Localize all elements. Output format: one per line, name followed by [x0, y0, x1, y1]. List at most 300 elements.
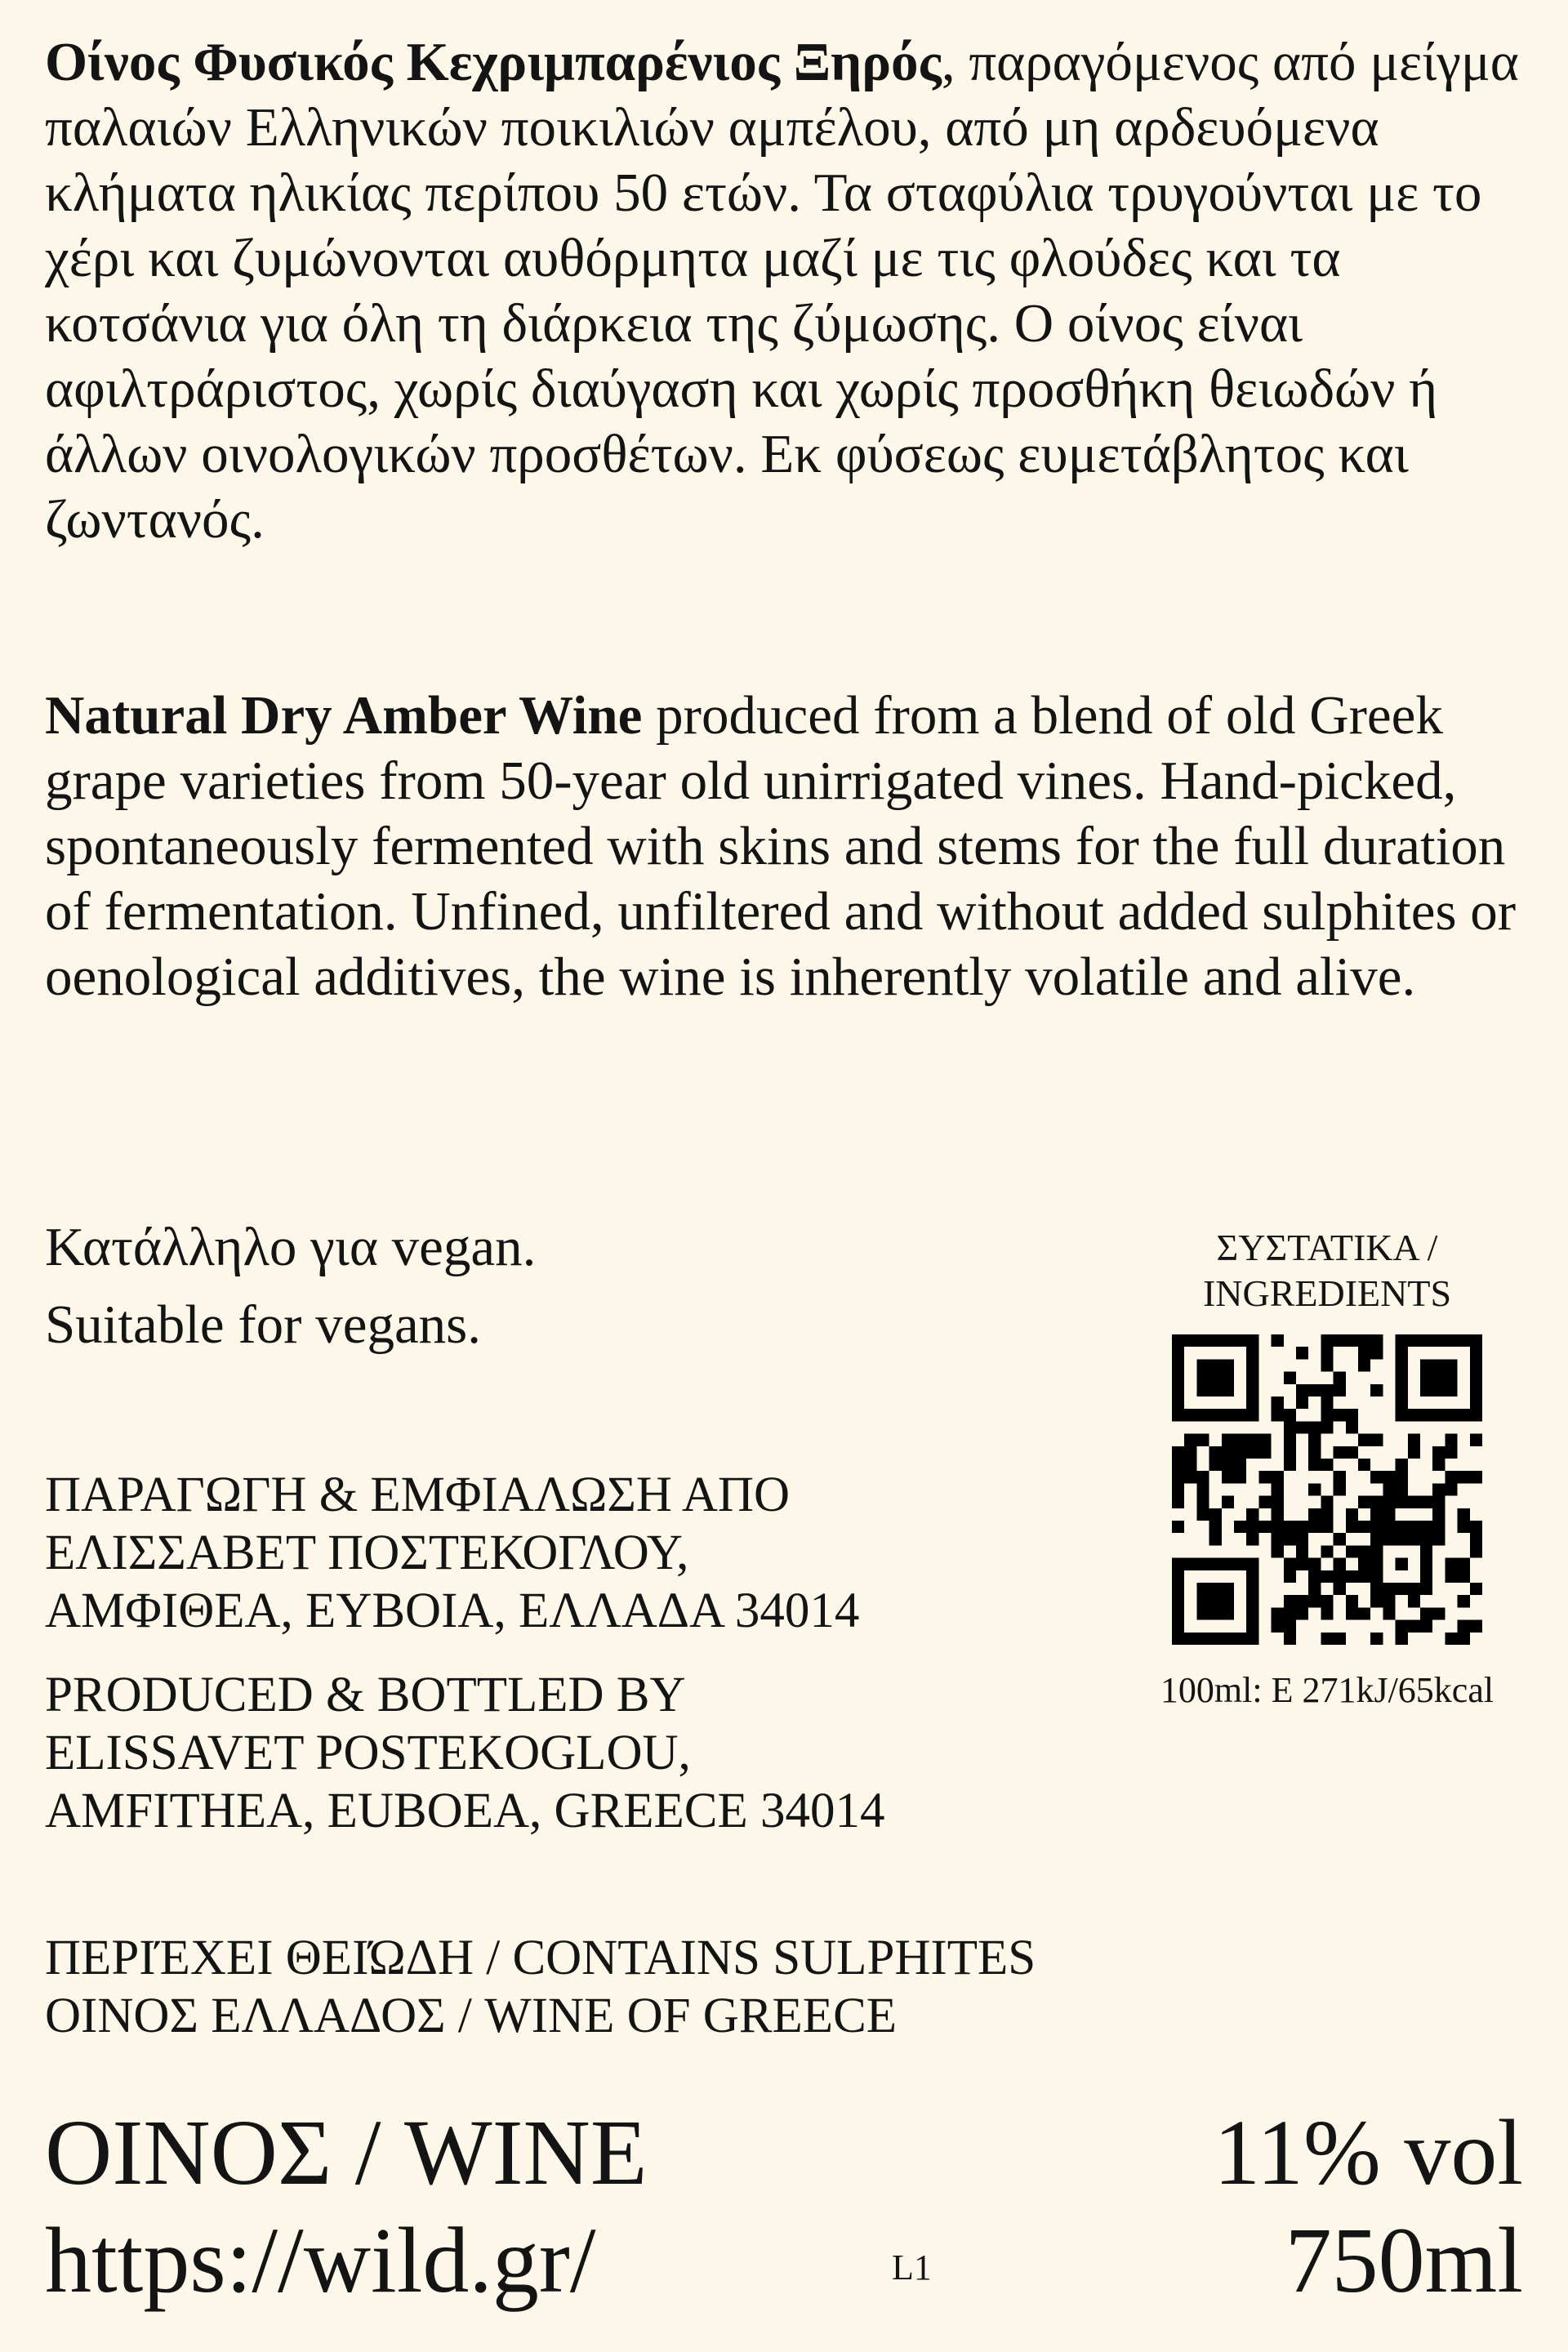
qr-module	[1272, 1496, 1284, 1508]
qr-module	[1196, 1471, 1209, 1483]
qr-module	[1321, 1508, 1333, 1521]
greek-wine-name: Οίνος Φυσικός Κεχριμπαρένιος Ξηρός	[45, 32, 942, 92]
producer-greek-line: ΕΛΙΣΣΑΒΕΤ ΠΟΣΤΕΚΟΓΛΟΥ,	[45, 1526, 689, 1580]
qr-module	[1272, 1521, 1284, 1533]
qr-module	[1432, 1459, 1445, 1471]
qr-module	[1470, 1384, 1482, 1396]
qr-module	[1383, 1471, 1395, 1483]
qr-module	[1258, 1446, 1271, 1459]
qr-module	[1445, 1359, 1457, 1371]
qr-module	[1222, 1459, 1234, 1471]
qr-module	[1396, 1633, 1408, 1645]
qr-module	[1272, 1409, 1284, 1421]
qr-module	[1246, 1583, 1258, 1595]
qr-module	[1172, 1570, 1184, 1583]
qr-module	[1334, 1446, 1346, 1459]
qr-code[interactable]	[1172, 1334, 1482, 1645]
qr-module	[1209, 1607, 1222, 1619]
qr-module	[1209, 1508, 1222, 1521]
qr-module	[1458, 1595, 1470, 1607]
qr-module	[1222, 1471, 1234, 1483]
qr-module	[1383, 1595, 1395, 1607]
qr-module	[1383, 1521, 1395, 1533]
qr-module	[1184, 1434, 1196, 1446]
qr-module	[1470, 1533, 1482, 1545]
qr-module	[1420, 1583, 1432, 1595]
alcohol-volume: 11% vol	[1214, 2100, 1523, 2204]
qr-module	[1470, 1620, 1482, 1633]
qr-module	[1222, 1359, 1234, 1371]
qr-module	[1370, 1583, 1383, 1595]
qr-module	[1196, 1508, 1209, 1521]
qr-module	[1321, 1570, 1333, 1583]
qr-module	[1321, 1633, 1333, 1645]
greek-description	[45, 29, 1539, 552]
qr-module	[1370, 1496, 1383, 1508]
qr-module	[1308, 1583, 1321, 1595]
qr-module	[1358, 1521, 1370, 1533]
qr-module	[1470, 1434, 1482, 1446]
qr-module	[1346, 1446, 1358, 1459]
qr-module	[1358, 1607, 1370, 1619]
qr-module	[1222, 1595, 1234, 1607]
qr-module	[1420, 1620, 1432, 1633]
qr-module	[1196, 1372, 1209, 1384]
qr-module	[1445, 1633, 1457, 1645]
qr-module	[1370, 1384, 1383, 1396]
qr-module	[1334, 1583, 1346, 1595]
qr-module	[1321, 1334, 1333, 1347]
qr-module	[1172, 1483, 1184, 1495]
producer-greek	[45, 1466, 859, 1640]
qr-module	[1396, 1533, 1408, 1545]
qr-module	[1308, 1483, 1321, 1495]
qr-module	[1284, 1533, 1296, 1545]
qr-module	[1458, 1471, 1470, 1483]
qr-module	[1432, 1521, 1445, 1533]
producer-english-line: AMFITHEA, EUBOEA, GREECE 34014	[45, 1784, 885, 1838]
qr-module	[1358, 1347, 1370, 1359]
qr-module	[1296, 1558, 1308, 1570]
qr-module	[1209, 1409, 1222, 1421]
qr-module	[1334, 1372, 1346, 1384]
qr-module	[1308, 1508, 1321, 1521]
qr-module	[1296, 1545, 1308, 1557]
qr-caption-english: INGREDIENTS	[1202, 1272, 1452, 1314]
qr-module	[1383, 1508, 1395, 1521]
vegan-greek: Κατάλληλο για vegan.	[45, 1217, 537, 1277]
qr-module	[1358, 1558, 1370, 1570]
qr-module	[1383, 1583, 1395, 1595]
qr-module	[1258, 1434, 1271, 1446]
english-description	[45, 683, 1539, 1009]
qr-module	[1234, 1409, 1246, 1421]
qr-module	[1196, 1334, 1209, 1347]
qr-module	[1172, 1471, 1184, 1483]
qr-module	[1296, 1595, 1308, 1607]
qr-module	[1346, 1545, 1358, 1557]
qr-module	[1420, 1384, 1432, 1396]
qr-module	[1470, 1521, 1482, 1533]
english-description-text: produced from a blend of old Greek grape varieties from 50-year old unirrigated vines. Hand-picked, spontaneously fermented with skins and stems for the full duration of fermentation. Unfined, unfiltered and without added sulphites or oenological additives, the wine is inherently volatile and alive.	[45, 685, 1517, 1007]
qr-module	[1445, 1446, 1457, 1459]
qr-module	[1346, 1409, 1358, 1421]
qr-module	[1445, 1434, 1457, 1446]
qr-module	[1334, 1409, 1346, 1421]
qr-module	[1358, 1334, 1370, 1347]
qr-module	[1370, 1558, 1383, 1570]
qr-module	[1172, 1521, 1184, 1533]
allergen-statement	[45, 1929, 1036, 2045]
qr-module	[1370, 1508, 1383, 1521]
qr-module	[1196, 1409, 1209, 1421]
qr-module	[1246, 1620, 1258, 1633]
qr-module	[1246, 1347, 1258, 1359]
qr-module	[1234, 1446, 1246, 1459]
qr-module	[1246, 1570, 1258, 1583]
qr-module	[1246, 1434, 1258, 1446]
qr-module	[1246, 1533, 1258, 1545]
qr-module	[1346, 1570, 1358, 1583]
qr-module	[1234, 1633, 1246, 1645]
qr-module	[1470, 1409, 1482, 1421]
qr-module	[1284, 1421, 1296, 1433]
qr-module	[1308, 1446, 1321, 1459]
qr-module	[1432, 1409, 1445, 1421]
qr-module	[1172, 1459, 1184, 1471]
qr-module	[1396, 1347, 1408, 1359]
qr-module	[1246, 1334, 1258, 1347]
qr-module	[1172, 1372, 1184, 1384]
qr-module	[1272, 1483, 1284, 1495]
qr-module	[1470, 1583, 1482, 1595]
qr-module	[1458, 1633, 1470, 1645]
energy-value: 100ml: E 271kJ/65kcal	[1160, 1670, 1494, 1710]
qr-module	[1296, 1521, 1308, 1533]
contains-sulphites: ΠΕΡΙΈΧΕΙ ΘΕΙΏΔΗ / CONTAINS SULPHITES	[45, 1931, 1036, 1985]
qr-module	[1272, 1620, 1284, 1633]
qr-module	[1420, 1533, 1432, 1545]
qr-module	[1209, 1446, 1222, 1459]
qr-module	[1408, 1533, 1420, 1545]
qr-module	[1383, 1533, 1395, 1545]
qr-module	[1370, 1471, 1383, 1483]
qr-module	[1334, 1483, 1346, 1495]
qr-module	[1196, 1633, 1209, 1645]
qr-module	[1370, 1570, 1383, 1583]
qr-module	[1184, 1446, 1196, 1459]
qr-module	[1445, 1471, 1457, 1483]
qr-module	[1470, 1471, 1482, 1483]
website-link[interactable]: https://wild.gr/	[45, 2208, 596, 2312]
qr-module	[1396, 1620, 1408, 1633]
producer-greek-line: ΑΜΦΙΘΕΑ, ΕΥΒΟΙΑ, ΕΛΛΑΔΑ 34014	[45, 1584, 860, 1638]
qr-module	[1222, 1633, 1234, 1645]
qr-module	[1196, 1583, 1209, 1595]
qr-module	[1234, 1471, 1246, 1483]
qr-module	[1222, 1434, 1234, 1446]
qr-module	[1184, 1334, 1196, 1347]
qr-module	[1420, 1409, 1432, 1421]
qr-module	[1172, 1496, 1184, 1508]
qr-module	[1358, 1359, 1370, 1371]
qr-module	[1470, 1347, 1482, 1359]
qr-module	[1370, 1347, 1383, 1359]
qr-module	[1284, 1459, 1296, 1471]
qr-module	[1346, 1421, 1358, 1433]
qr-module	[1284, 1446, 1296, 1459]
qr-caption	[1098, 1225, 1556, 1316]
qr-module	[1209, 1359, 1222, 1371]
qr-module	[1246, 1508, 1258, 1521]
qr-module	[1334, 1384, 1346, 1396]
qr-module	[1172, 1595, 1184, 1607]
qr-module	[1234, 1459, 1246, 1471]
qr-module	[1445, 1483, 1457, 1495]
qr-module	[1284, 1409, 1296, 1421]
qr-module	[1370, 1434, 1383, 1446]
qr-module	[1396, 1384, 1408, 1396]
product-type: ΟΙΝΟΣ / WINE	[45, 2100, 648, 2204]
qr-module	[1246, 1558, 1258, 1570]
qr-module	[1172, 1396, 1184, 1409]
qr-module	[1420, 1521, 1432, 1533]
qr-module	[1234, 1434, 1246, 1446]
qr-module	[1209, 1595, 1222, 1607]
qr-module	[1284, 1434, 1296, 1446]
qr-module	[1172, 1334, 1184, 1347]
qr-module	[1321, 1396, 1333, 1409]
qr-module	[1396, 1459, 1408, 1471]
qr-module	[1321, 1384, 1333, 1396]
qr-module	[1296, 1607, 1308, 1619]
qr-module	[1321, 1496, 1333, 1508]
qr-module	[1445, 1334, 1457, 1347]
qr-module	[1396, 1372, 1408, 1384]
qr-module	[1172, 1409, 1184, 1421]
qr-module	[1321, 1409, 1333, 1421]
qr-module	[1272, 1396, 1284, 1409]
qr-module	[1470, 1372, 1482, 1384]
qr-module	[1246, 1359, 1258, 1371]
qr-module	[1184, 1409, 1196, 1421]
qr-module	[1246, 1372, 1258, 1384]
qr-module	[1420, 1545, 1432, 1557]
qr-module	[1458, 1409, 1470, 1421]
qr-module	[1432, 1496, 1445, 1508]
qr-module	[1272, 1533, 1284, 1545]
qr-module	[1222, 1446, 1234, 1459]
qr-module	[1209, 1334, 1222, 1347]
qr-module	[1396, 1409, 1408, 1421]
qr-module	[1383, 1607, 1395, 1619]
qr-module	[1358, 1570, 1370, 1583]
qr-module	[1296, 1396, 1308, 1409]
qr-module	[1246, 1633, 1258, 1645]
qr-module	[1420, 1558, 1432, 1570]
qr-module	[1196, 1496, 1209, 1508]
qr-module	[1196, 1483, 1209, 1495]
qr-module	[1445, 1570, 1457, 1583]
qr-module	[1284, 1595, 1296, 1607]
qr-module	[1296, 1384, 1308, 1396]
qr-module	[1408, 1583, 1420, 1595]
producer-greek-line: ΠΑΡΑΓΩΓΗ & ΕΜΦΙΑΛΩΣΗ ΑΠΟ	[45, 1468, 791, 1522]
qr-module	[1458, 1570, 1470, 1583]
producer-english	[45, 1666, 884, 1840]
qr-module	[1408, 1409, 1420, 1421]
qr-module	[1321, 1607, 1333, 1619]
qr-module	[1222, 1558, 1234, 1570]
qr-module	[1346, 1521, 1358, 1533]
qr-module	[1432, 1533, 1445, 1545]
footer-right	[1214, 2099, 1523, 2314]
qr-module	[1420, 1607, 1432, 1619]
qr-module	[1432, 1446, 1445, 1459]
qr-module	[1334, 1334, 1346, 1347]
qr-module	[1184, 1558, 1196, 1570]
qr-module	[1284, 1570, 1296, 1583]
qr-module	[1222, 1607, 1234, 1619]
qr-module	[1420, 1372, 1432, 1384]
qr-module	[1246, 1384, 1258, 1396]
qr-module	[1408, 1496, 1420, 1508]
qr-module	[1222, 1496, 1234, 1508]
qr-module	[1470, 1359, 1482, 1371]
qr-module	[1184, 1471, 1196, 1483]
qr-module	[1246, 1446, 1258, 1459]
qr-module	[1209, 1372, 1222, 1384]
qr-module	[1396, 1558, 1408, 1570]
qr-module	[1420, 1570, 1432, 1583]
qr-module	[1396, 1396, 1408, 1409]
qr-module	[1420, 1359, 1432, 1371]
qr-module	[1184, 1459, 1196, 1471]
qr-module	[1408, 1434, 1420, 1446]
qr-module	[1196, 1434, 1209, 1446]
qr-module	[1196, 1359, 1209, 1371]
qr-module	[1284, 1558, 1296, 1570]
qr-module	[1458, 1508, 1470, 1521]
qr-module	[1432, 1372, 1445, 1384]
qr-module	[1470, 1545, 1482, 1557]
qr-module	[1172, 1583, 1184, 1595]
qr-module	[1420, 1334, 1432, 1347]
qr-module	[1284, 1372, 1296, 1384]
qr-module	[1334, 1633, 1346, 1645]
ingredients-qr-block	[1098, 1225, 1556, 1712]
qr-module	[1196, 1384, 1209, 1396]
qr-module	[1370, 1533, 1383, 1545]
qr-module	[1296, 1421, 1308, 1433]
qr-module	[1284, 1521, 1296, 1533]
qr-module	[1396, 1583, 1408, 1595]
qr-module	[1458, 1620, 1470, 1633]
qr-module	[1296, 1347, 1308, 1359]
qr-module	[1272, 1545, 1284, 1557]
qr-module	[1346, 1607, 1358, 1619]
qr-module	[1184, 1633, 1196, 1645]
qr-module	[1196, 1607, 1209, 1619]
qr-module	[1222, 1372, 1234, 1384]
qr-module	[1445, 1372, 1457, 1384]
qr-module	[1172, 1633, 1184, 1645]
qr-module	[1308, 1459, 1321, 1471]
qr-module	[1308, 1421, 1321, 1433]
qr-module	[1308, 1434, 1321, 1446]
qr-module	[1408, 1595, 1420, 1607]
qr-module	[1284, 1607, 1296, 1619]
qr-module	[1408, 1521, 1420, 1533]
qr-module	[1420, 1496, 1432, 1508]
qr-module	[1445, 1409, 1457, 1421]
qr-module	[1346, 1334, 1358, 1347]
qr-module	[1222, 1409, 1234, 1421]
qr-module	[1370, 1334, 1383, 1347]
qr-module	[1172, 1347, 1184, 1359]
qr-module	[1358, 1545, 1370, 1557]
qr-module	[1172, 1446, 1184, 1459]
qr-module	[1321, 1521, 1333, 1533]
qr-module	[1321, 1359, 1333, 1371]
footer-left	[45, 2099, 648, 2314]
qr-module	[1370, 1595, 1383, 1607]
qr-module	[1346, 1508, 1358, 1521]
qr-module	[1458, 1558, 1470, 1570]
qr-module	[1383, 1496, 1395, 1508]
qr-code-icon	[1172, 1334, 1482, 1645]
qr-module	[1445, 1384, 1457, 1396]
qr-module	[1396, 1471, 1408, 1483]
qr-module	[1383, 1483, 1395, 1495]
qr-module	[1246, 1521, 1258, 1533]
qr-module	[1209, 1521, 1222, 1533]
qr-module	[1246, 1595, 1258, 1607]
qr-module	[1234, 1521, 1246, 1533]
qr-module	[1432, 1483, 1445, 1495]
qr-module	[1284, 1633, 1296, 1645]
qr-module	[1222, 1384, 1234, 1396]
qr-module	[1196, 1595, 1209, 1607]
qr-module	[1396, 1359, 1408, 1371]
qr-module	[1172, 1384, 1184, 1396]
qr-module	[1396, 1496, 1408, 1508]
qr-module	[1234, 1334, 1246, 1347]
qr-module	[1370, 1545, 1383, 1557]
qr-module	[1470, 1334, 1482, 1347]
greek-description-text: , παραγόμενος από μείγμα παλαιών Ελληνικών ποικιλιών αμπέλου, από μη αρδευόμενα κλήματα ηλικίας περίπου 50 ετών. Τα σταφύλια τρυγούνται με το χέρι και ζυμώνονται αυθόρμητα μαζί με τις φλούδες και τα κοτσάνια για όλη τη διάρκεια της ζύμωσης. Ο οίνος είναι αφιλτράριστος, χωρίς διαύγαση και χωρίς προσθήκη θειωδών ή άλλων οινολογικών προσθέτων. Εκ φύσεως ευμετάβλητος και ζωντανός.	[45, 32, 1519, 550]
qr-module	[1370, 1633, 1383, 1645]
qr-module	[1272, 1471, 1284, 1483]
qr-module	[1209, 1583, 1222, 1595]
qr-module	[1308, 1558, 1321, 1570]
qr-module	[1222, 1334, 1234, 1347]
qr-module	[1432, 1607, 1445, 1619]
producer-english-line: ELISSAVET POSTEKOGLOU,	[45, 1726, 691, 1780]
qr-module	[1172, 1359, 1184, 1371]
qr-module	[1272, 1607, 1284, 1619]
qr-module	[1334, 1570, 1346, 1583]
qr-module	[1209, 1533, 1222, 1545]
qr-module	[1284, 1620, 1296, 1633]
qr-module	[1458, 1334, 1470, 1347]
qr-module	[1209, 1633, 1222, 1645]
qr-module	[1209, 1459, 1222, 1471]
qr-module	[1408, 1446, 1420, 1459]
qr-module	[1308, 1384, 1321, 1396]
qr-module	[1321, 1347, 1333, 1359]
qr-module	[1321, 1595, 1333, 1607]
